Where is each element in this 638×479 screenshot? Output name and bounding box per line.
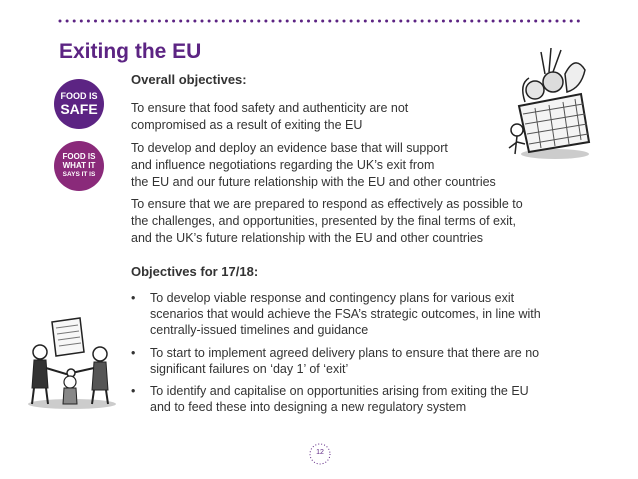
overall-objectives-heading: Overall objectives: (131, 72, 247, 87)
page-number-text: 12 (316, 449, 324, 456)
bullet-2-line1: To start to implement agreed delivery plans to ensure that there are no (150, 346, 540, 360)
food-basket-illustration (505, 44, 597, 162)
handshake-illustration (22, 312, 120, 410)
bullet-1-line3: centrally-issued timelines and guidance (150, 323, 369, 337)
objective-bullet-3 (131, 383, 601, 415)
page-title: Exiting the EU (59, 40, 202, 63)
logo-text-line1: FOOD IS (62, 152, 96, 161)
objective-bullet-2 (131, 345, 601, 377)
overall-p1-line2: compromised as a result of exiting the EU (131, 118, 363, 132)
bullet-3-line1: To identify and capitalise on opportunities arising from exiting the EU (150, 384, 529, 398)
bullet-marker: • (131, 291, 136, 305)
objective-bullet-1 (131, 290, 601, 338)
logo-text-line3: SAYS IT IS (62, 171, 96, 178)
food-is-what-it-says-logo (54, 141, 104, 191)
overall-p3-line3: and the UK’s future relationship with the EU and other countries (131, 231, 484, 245)
logo-text-line2: WHAT IT (62, 161, 96, 170)
logo-text-line1: FOOD IS (60, 91, 98, 101)
bullet-1-line2: scenarios that would achieve the FSA’s strategic outcomes, in line with (150, 307, 541, 321)
bullet-2-line2: significant failures on ‘day 1’ of ‘exit’ (150, 362, 349, 376)
bullet-3-line2: and to feed these into designing a new regulatory system (150, 400, 467, 414)
page-number (308, 442, 332, 466)
overall-p2-line2: and influence negotiations regarding the UK’s exit from (131, 158, 435, 172)
bullet-marker: • (131, 346, 136, 360)
overall-p3-line1: To ensure that we are prepared to respond as effectively as possible to (131, 197, 523, 211)
logo-text-line2: SAFE (60, 101, 98, 117)
overall-p1-line1: To ensure that food safety and authenticity are not (131, 101, 409, 115)
overall-p2-line3: the EU and our future relationship with the EU and other countries (131, 175, 496, 189)
top-dotted-rule (58, 18, 582, 24)
bullet-1-line1: To develop viable response and contingency plans for various exit (150, 291, 515, 305)
bullet-marker: • (131, 384, 136, 398)
objectives-heading: Objectives for 17/18: (131, 264, 259, 279)
food-is-safe-logo (54, 79, 104, 129)
overall-p2-line1: To develop and deploy an evidence base that will support (131, 141, 448, 155)
overall-p3-line2: the challenges, and opportunities, presented by the final terms of exit, (131, 214, 516, 228)
